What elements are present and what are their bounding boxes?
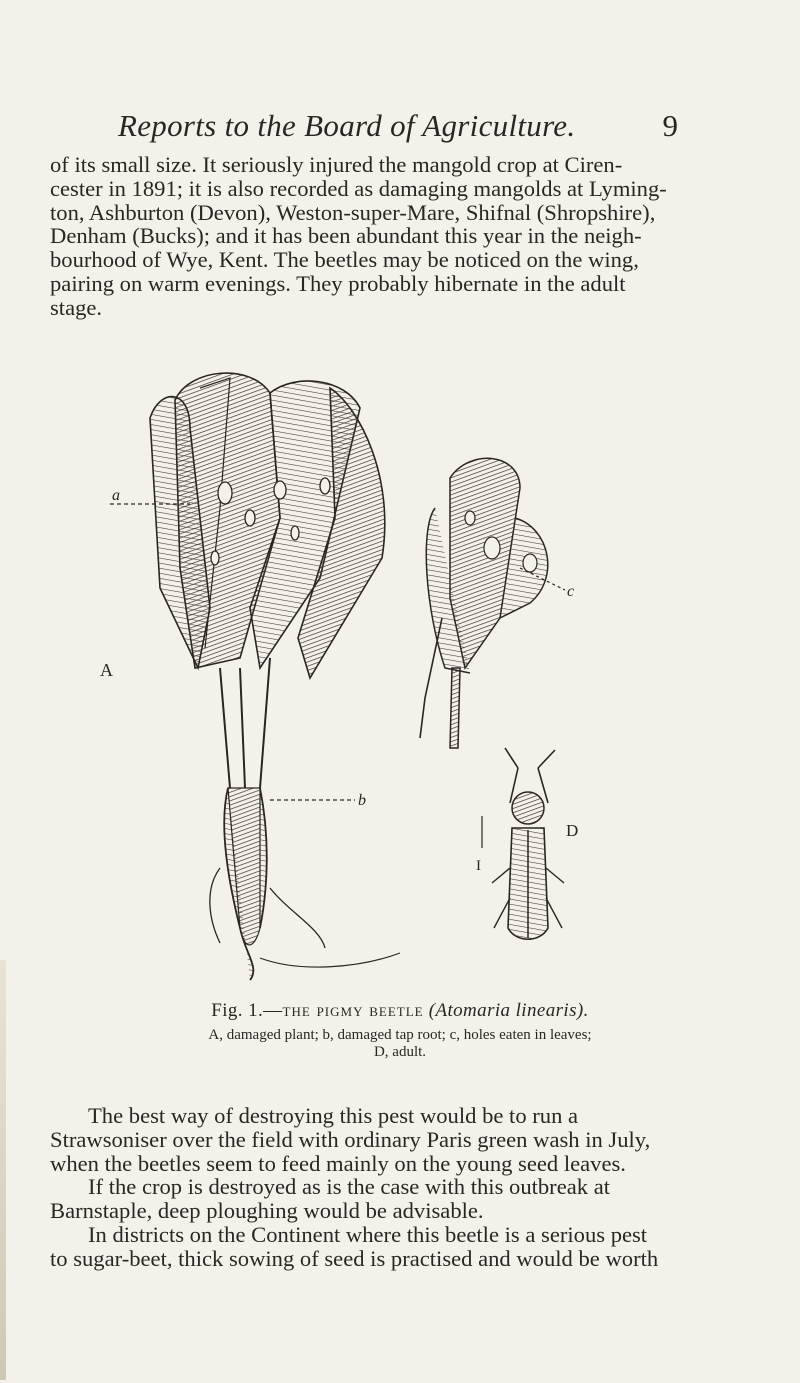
caption-legend-line: D, adult. [373,1044,427,1060]
page-number: 9 [662,108,678,143]
paragraph-intro [50,153,790,320]
text-line: cester in 1891; it is also recorded as damaging mangolds at Lyming- [50,175,667,201]
damaged-plant-drawing [150,373,400,980]
text-line: Strawsoniser over the field with ordinary Paris green wash in July, [50,1126,651,1152]
label-a-pointer: a [112,487,120,504]
text-line: Barnstaple, deep ploughing would be advisable. [50,1198,484,1224]
caption-fig-number: Fig. 1.— [211,1000,283,1021]
page-header [118,108,678,152]
text-line: The best way of destroying this pest would be to run a [88,1103,579,1128]
label-scale: I [476,858,481,874]
text-line: stage. [50,294,103,320]
page-edge-shadow [0,960,6,1380]
caption-species-name: (Atomaria linearis). [428,1000,589,1021]
label-c: c [567,583,575,600]
adult-beetle-drawing [482,748,564,939]
text-line: If the crop is destroyed as is the case with this outbreak at [88,1174,611,1200]
text-line: Denham (Bucks); and it has been abundant this year in the neigh- [50,223,642,249]
caption-legend-line: A, damaged plant; b, damaged tap root; c, holes eaten in leaves; [208,1027,592,1043]
paragraph-control [50,1104,790,1271]
text-line: to sugar-beet, thick sowing of seed is practised and would be worth [50,1245,659,1271]
figure-caption-legend [190,1027,610,1061]
caption-common-name: the pigmy beetle [282,1000,424,1021]
text-line: of its small size. It seriously injured the mangold crop at Ciren- [50,152,623,177]
beetle-engraving [100,368,580,988]
label-a: A [100,660,113,680]
text-line: ton, Ashburton (Devon), Weston-super-Mare, Shifnal (Shropshire), [50,199,656,225]
label-b: b [358,792,366,809]
text-line: when the beetles seem to feed mainly on the young seed leaves. [50,1150,626,1176]
text-line: In districts on the Continent where this beetle is a serious pest [88,1221,648,1247]
figure-illustration [100,368,580,988]
figure-caption-title [0,1000,800,1022]
running-title: Reports to the Board of Agriculture. [118,108,576,143]
text-line: pairing on warm evenings. They probably hibernate in the adult [50,270,626,296]
text-line: bourhood of Wye, Kent. The beetles may be noticed on the wing, [50,247,639,273]
label-d: D [566,821,579,840]
seedling-drawing [420,458,548,748]
